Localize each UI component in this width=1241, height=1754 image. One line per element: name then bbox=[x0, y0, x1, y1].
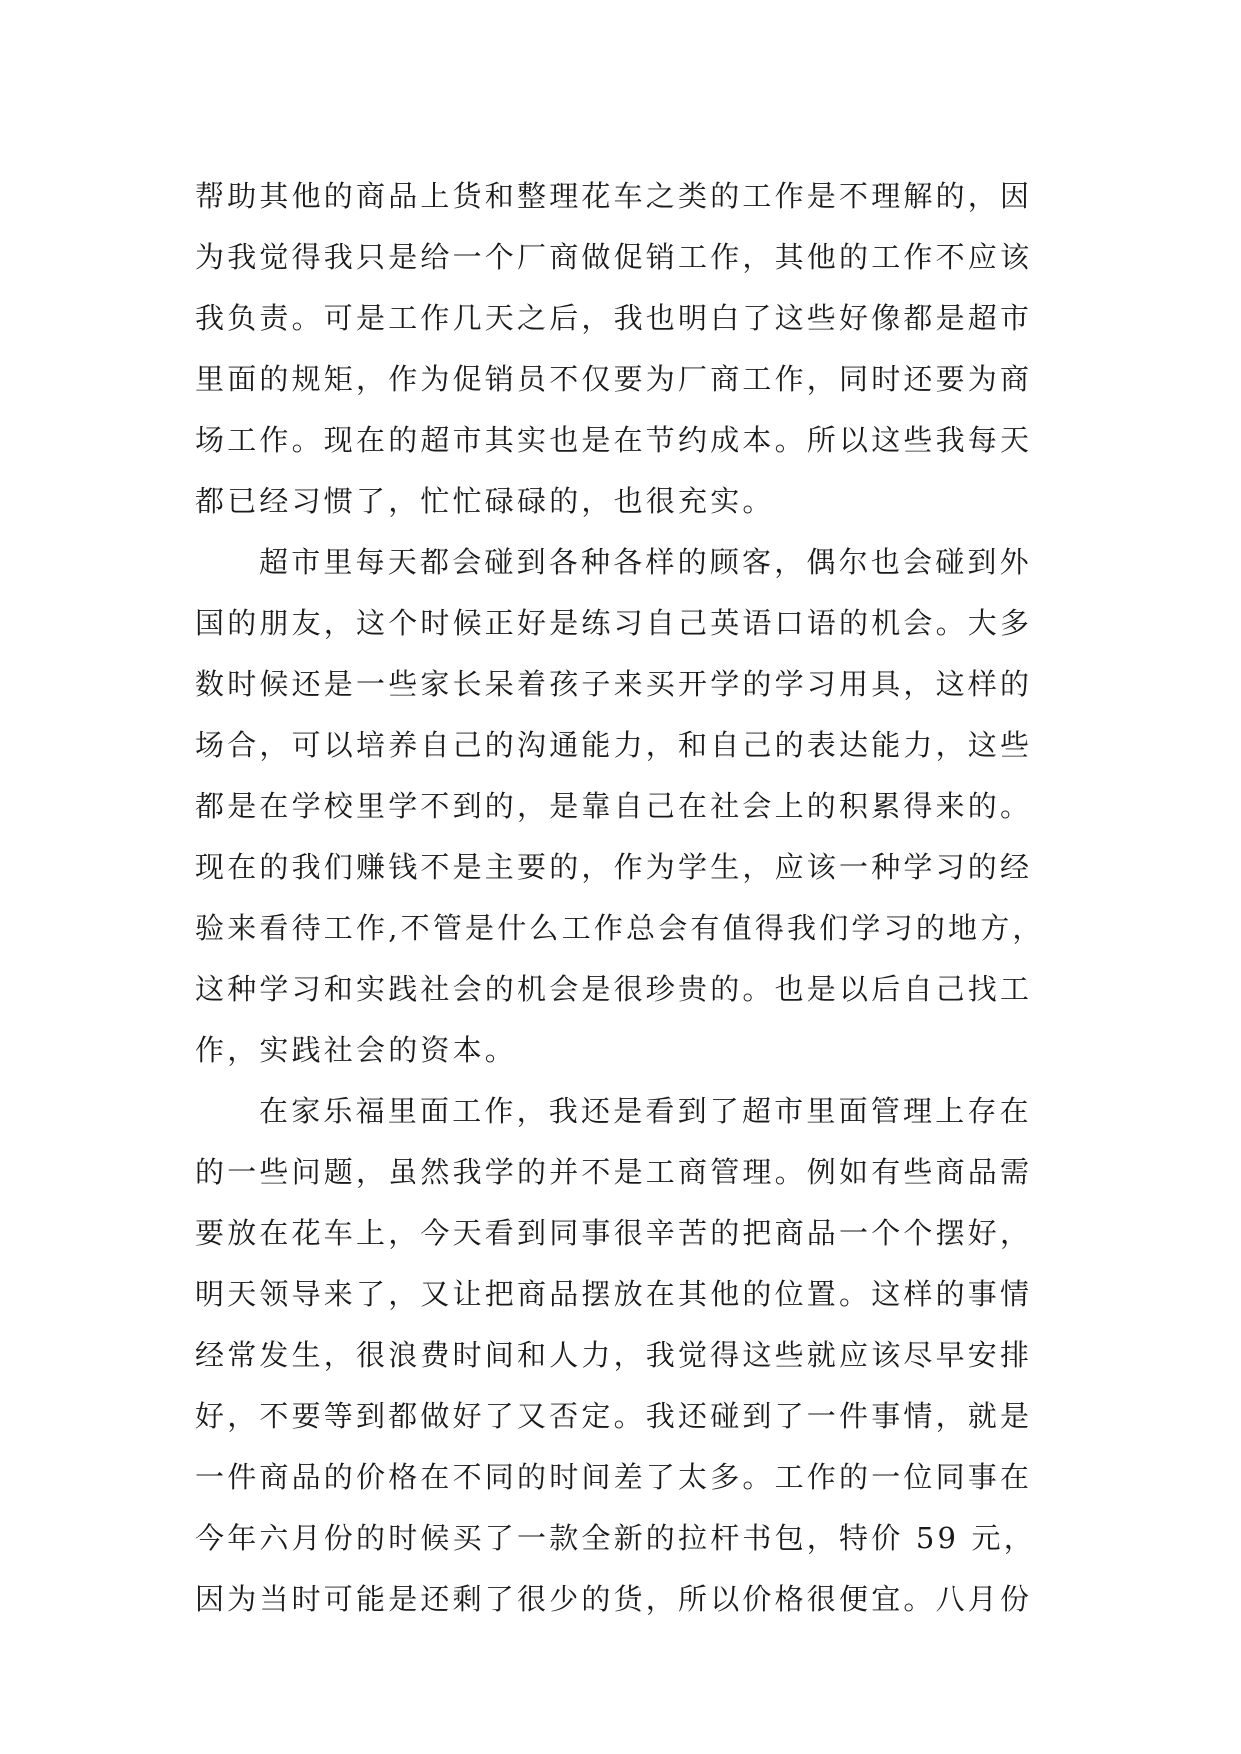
document-body bbox=[195, 166, 1065, 1630]
text-line: 今年六月份的时候买了一款全新的拉杆书包，特价 59 元， bbox=[195, 1521, 1036, 1555]
text-line: 的一些问题，虽然我学的并不是工商管理。例如有些商品需 bbox=[195, 1155, 1033, 1189]
text-line: 帮助其他的商品上货和整理花车之类的工作是不理解的，因 bbox=[195, 179, 1033, 213]
text-line: 要放在花车上，今天看到同事很辛苦的把商品一个个摆好， bbox=[195, 1216, 1033, 1250]
text-line: 我负责。可是工作几天之后，我也明白了这些好像都是超市 bbox=[195, 301, 1033, 335]
paragraph-2 bbox=[195, 532, 1065, 1081]
text-line: 经常发生，很浪费时间和人力，我觉得这些就应该尽早安排 bbox=[195, 1338, 1033, 1372]
text-line: 国的朋友，这个时候正好是练习自己英语口语的机会。大多 bbox=[195, 606, 1033, 640]
text-line: 场工作。现在的超市其实也是在节约成本。所以这些我每天 bbox=[195, 423, 1033, 457]
text-line: 都是在学校里学不到的，是靠自己在社会上的积累得来的。 bbox=[195, 789, 1033, 823]
text-line: 一件商品的价格在不同的时间差了太多。工作的一位同事在 bbox=[195, 1460, 1033, 1494]
paragraph-3 bbox=[195, 1081, 1065, 1630]
text-line: 作，实践社会的资本。 bbox=[195, 1033, 518, 1067]
text-line: 为我觉得我只是给一个厂商做促销工作，其他的工作不应该 bbox=[195, 240, 1033, 274]
text-line: 现在的我们赚钱不是主要的，作为学生，应该一种学习的经 bbox=[195, 850, 1033, 884]
text-line: 好，不要等到都做好了又否定。我还碰到了一件事情，就是 bbox=[195, 1399, 1033, 1433]
text-line: 这种学习和实践社会的机会是很珍贵的。也是以后自己找工 bbox=[195, 972, 1033, 1006]
text-line: 都已经习惯了，忙忙碌碌的，也很充实。 bbox=[195, 484, 775, 518]
text-line: 超市里每天都会碰到各种各样的顾客，偶尔也会碰到外 bbox=[259, 545, 1032, 579]
text-line: 数时候还是一些家长呆着孩子来买开学的学习用具，这样的 bbox=[195, 667, 1033, 701]
text-line: 里面的规矩，作为促销员不仅要为厂商工作，同时还要为商 bbox=[195, 362, 1033, 396]
text-line: 因为当时可能是还剩了很少的货，所以价格很便宜。八月份 bbox=[195, 1582, 1033, 1616]
paragraph-1 bbox=[195, 166, 1065, 532]
text-line: 验来看待工作,不管是什么工作总会有值得我们学习的地方， bbox=[195, 911, 1045, 945]
text-line: 场合，可以培养自己的沟通能力，和自己的表达能力，这些 bbox=[195, 728, 1033, 762]
text-line: 在家乐福里面工作，我还是看到了超市里面管理上存在 bbox=[259, 1094, 1032, 1128]
text-line: 明天领导来了，又让把商品摆放在其他的位置。这样的事情 bbox=[195, 1277, 1033, 1311]
